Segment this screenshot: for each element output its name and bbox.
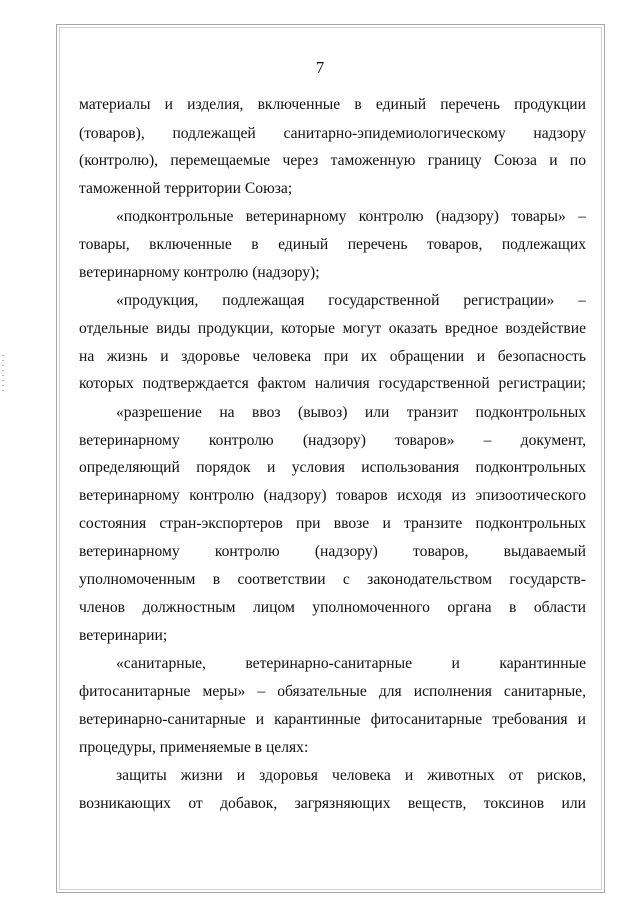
text-line: ветеринарному контролю (надзору) товаров» – документ, bbox=[79, 432, 586, 449]
text-line: отдельные виды продукции, которые могут оказать вредное воздействие bbox=[79, 320, 586, 337]
text-line: таможенной территории Союза; bbox=[79, 180, 293, 197]
text-line: которых подтверждается фактом наличия государственной регистрации; bbox=[79, 375, 586, 392]
text-line: определяющий порядок и условия использования подконтрольных bbox=[79, 459, 586, 476]
text-line: (товаров), подлежащей санитарно-эпидемиологическому надзору bbox=[79, 125, 586, 142]
text-line: уполномоченным в соответствии с законодательством государств- bbox=[79, 571, 586, 588]
text-line: «подконтрольные ветеринарному контролю (надзору) товары» – bbox=[116, 208, 586, 225]
text-line: материалы и изделия, включенные в единый перечень продукции bbox=[79, 96, 586, 113]
text-line: «продукция, подлежащая государственной регистрации» – bbox=[116, 292, 586, 309]
text-line: «санитарные, ветеринарно-санитарные и карантинные bbox=[116, 655, 586, 672]
text-line: защиты жизни и здоровья человека и животных от рисков, bbox=[116, 767, 586, 784]
text-line: (контролю), перемещаемые через таможенную границу Союза и по bbox=[79, 152, 586, 169]
text-line: ветеринарному контролю (надзору); bbox=[79, 264, 320, 281]
text-line: ветеринарному контролю (надзору) товаров исходя из эпизоотического bbox=[79, 487, 586, 504]
text-line: процедуры, применяемые в целях: bbox=[79, 739, 309, 756]
text-line: ветеринарно-санитарные и карантинные фитосанитарные требования и bbox=[79, 711, 586, 728]
text-line: «разрешение на ввоз (вывоз) или транзит подконтрольных bbox=[116, 404, 586, 421]
text-line: возникающих от добавок, загрязняющих веществ, токсинов или bbox=[79, 795, 586, 812]
text-line: фитосанитарные меры» – обязательные для исполнения санитарные, bbox=[79, 683, 586, 700]
scan-margin-marks bbox=[2, 355, 4, 395]
text-line: на жизнь и здоровье человека при их обращении и безопасность bbox=[79, 348, 586, 365]
text-line: состояния стран-экспортеров при ввозе и транзите подконтрольных bbox=[79, 515, 586, 532]
page-number: 7 bbox=[315, 58, 325, 77]
text-line: ветеринарии; bbox=[79, 627, 168, 644]
text-line: членов должностным лицом уполномоченного органа в области bbox=[79, 599, 586, 616]
text-line: ветеринарному контролю (надзору) товаров, выдаваемый bbox=[79, 543, 586, 560]
text-line: товары, включенные в единый перечень товаров, подлежащих bbox=[79, 236, 586, 253]
